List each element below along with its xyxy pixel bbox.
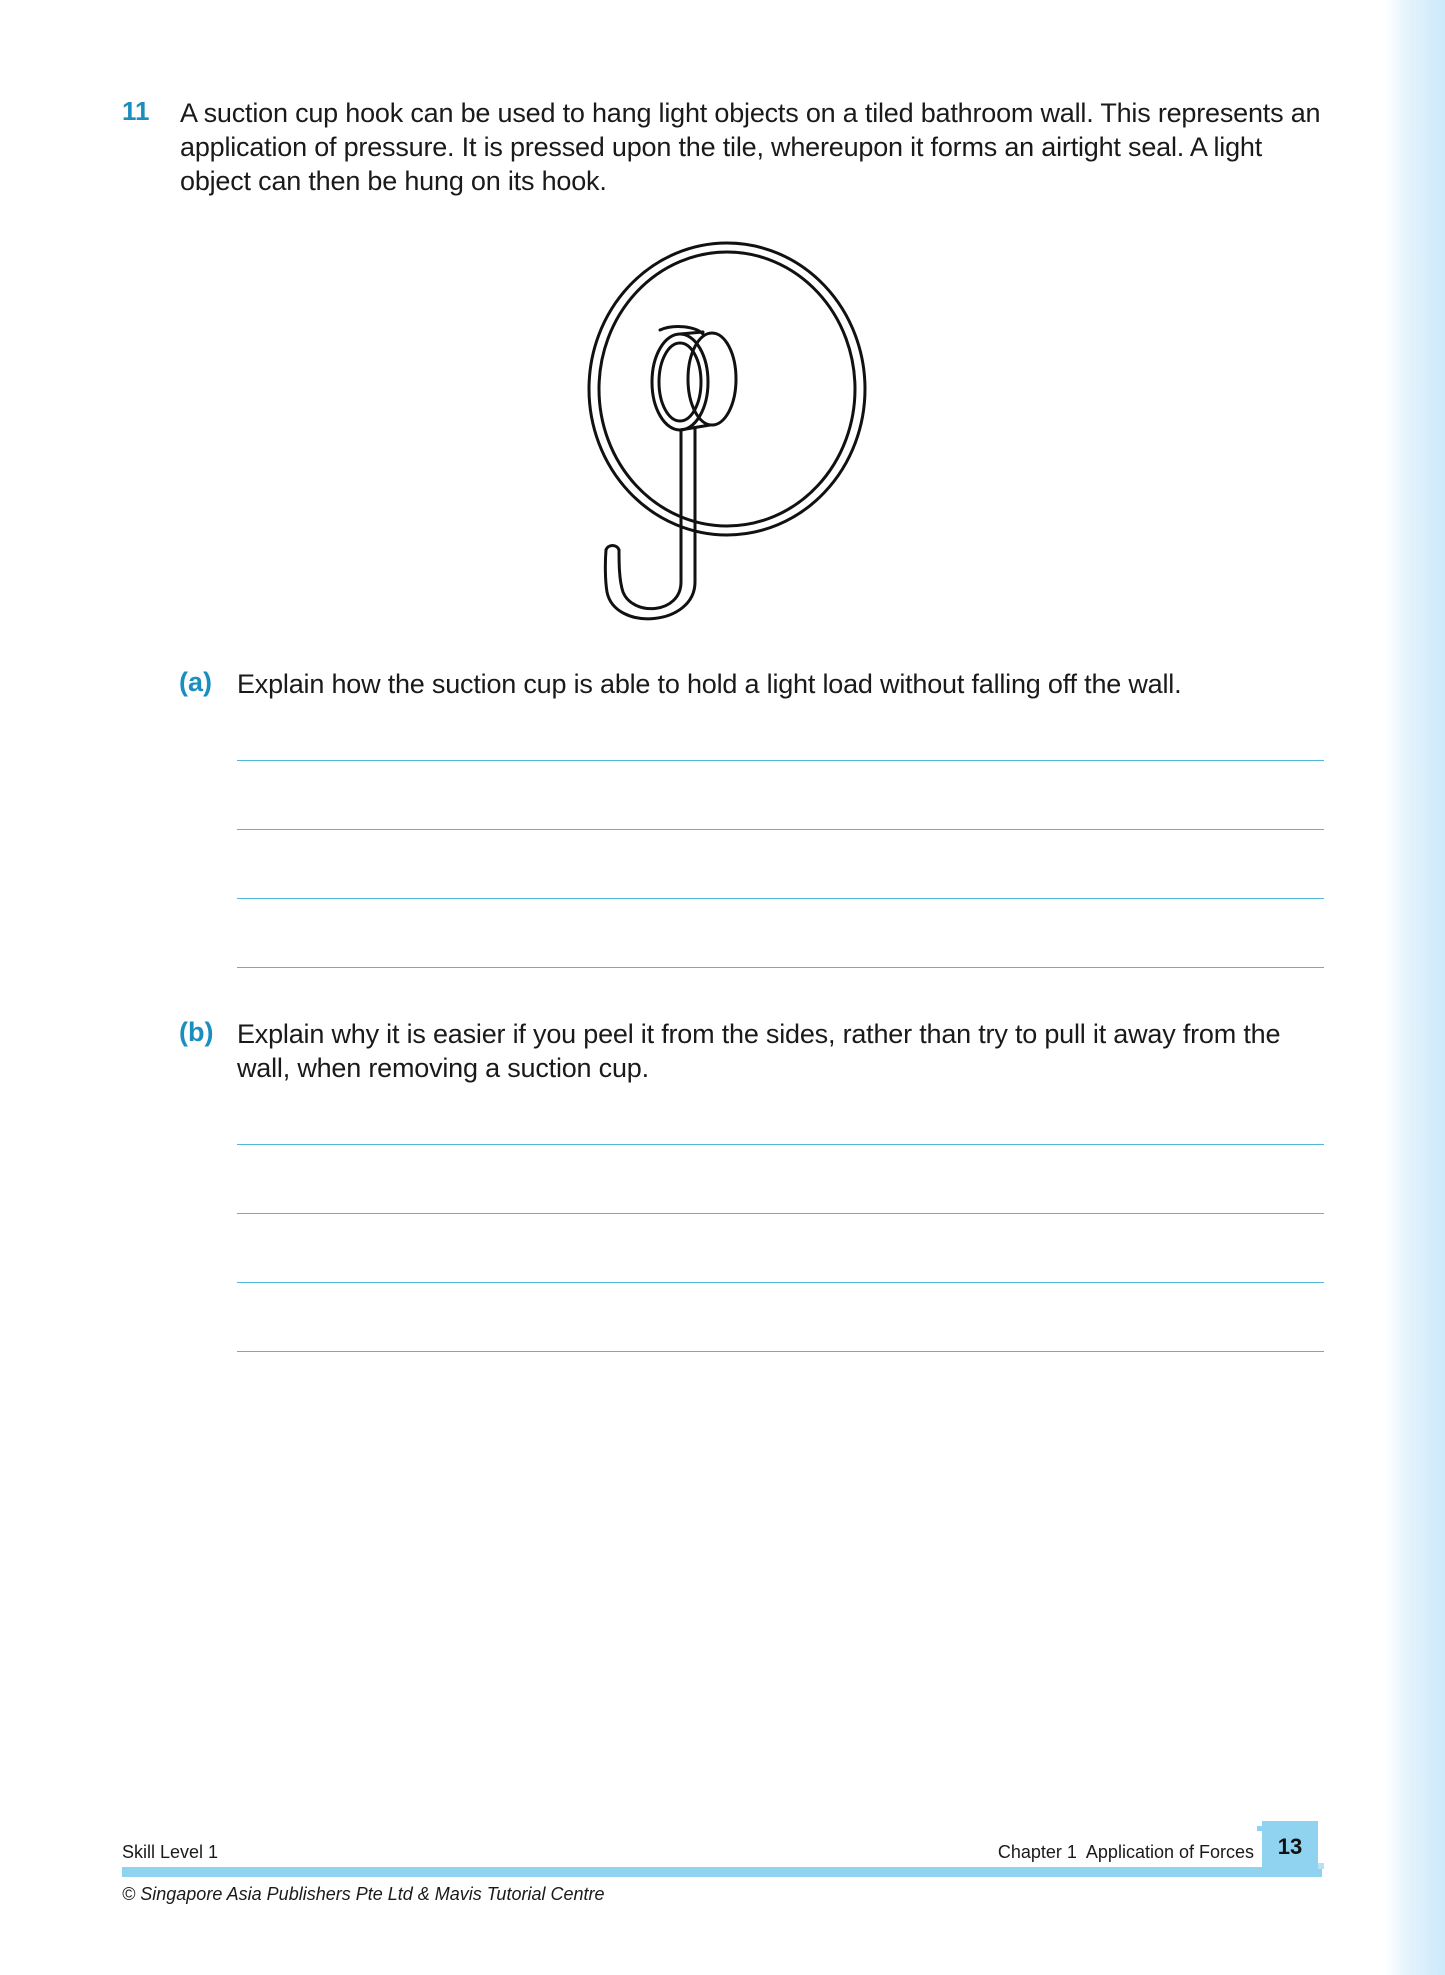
answer-line-b4[interactable] xyxy=(237,1351,1324,1352)
footer-skill-level: Skill Level 1 xyxy=(122,1842,219,1862)
footer-bar xyxy=(122,1867,1322,1877)
part-a-text: Explain how the suction cup is able to hold a light load without falling off the wall. xyxy=(237,669,1182,699)
question-text: A suction cup hook can be used to hang light objects on a tiled bathroom wall. This represents an application of pressure. It is pressed upon the tile, whereupon it forms an airtight seal. A light object can then be hung on its hook. xyxy=(180,98,1321,196)
suction-cup-hook-icon xyxy=(575,222,875,627)
copyright-notice: © Singapore Asia Publishers Pte Ltd & Mavis Tutorial Centre xyxy=(122,1884,605,1904)
part-b-label: (b) xyxy=(179,1017,214,1047)
answer-line-b2[interactable] xyxy=(237,1213,1324,1214)
answer-line-b1[interactable] xyxy=(237,1144,1324,1145)
answer-line-b3[interactable] xyxy=(237,1282,1324,1283)
page-number-text: 13 xyxy=(1277,1834,1303,1859)
part-a-label: (a) xyxy=(179,667,212,697)
page-side-band xyxy=(1385,0,1445,1975)
answer-line-a4[interactable] xyxy=(237,967,1324,968)
part-b-text: Explain why it is easier if you peel it from the sides, rather than try to pull it away from the wall, when removing a suction cup. xyxy=(237,1019,1281,1083)
question-number: 11 xyxy=(122,96,150,126)
answer-line-a2[interactable] xyxy=(237,829,1324,830)
answer-line-a3[interactable] xyxy=(237,898,1324,899)
page-number xyxy=(1262,1821,1318,1873)
footer-chapter: Chapter 1 Application of Forces xyxy=(997,1842,1254,1862)
answer-line-a1[interactable] xyxy=(237,760,1324,761)
